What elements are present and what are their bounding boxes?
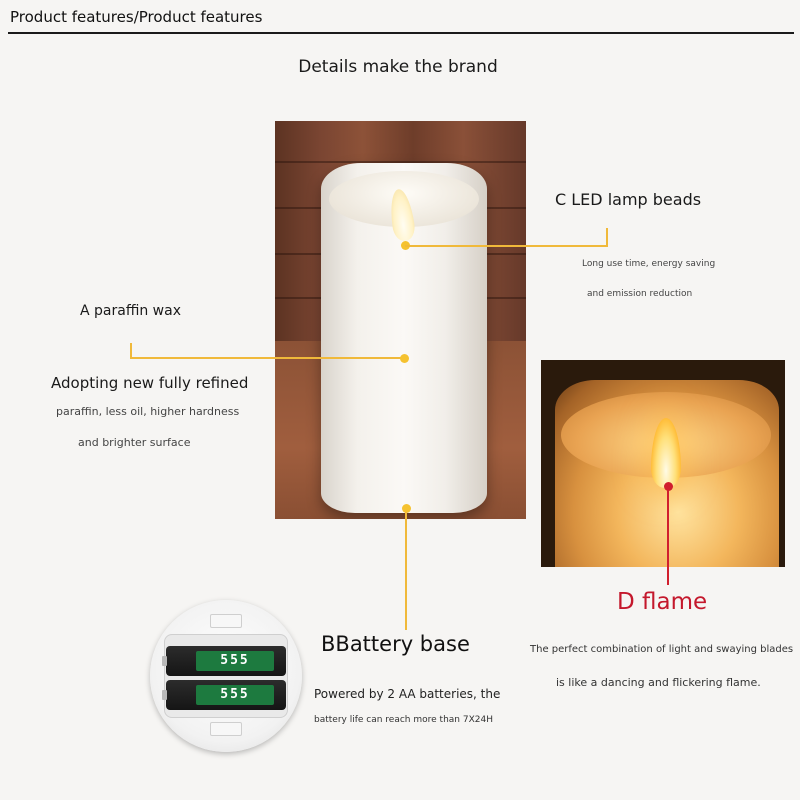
battery-base-photo [150, 600, 302, 752]
flame-photo [541, 360, 785, 567]
candle-photo [275, 121, 526, 519]
battery-icon [166, 680, 286, 710]
wax-desc-line1: paraffin, less oil, higher hardness [56, 405, 240, 418]
flame-title: D flame [617, 589, 708, 615]
wax-title: A paraffin wax [80, 303, 182, 319]
battery-title: BBattery base [321, 632, 470, 656]
led-desc-line2: and emission reduction [587, 289, 693, 299]
led-callout-line [405, 245, 608, 247]
flame-desc-line2: is like a dancing and flickering flame. [556, 676, 761, 689]
wax-subtitle: Adopting new fully refined [51, 374, 249, 392]
led-desc-line1: Long use time, energy saving [582, 259, 716, 269]
battery-label-bottom: 555 [196, 685, 274, 705]
wax-desc-line2: and brighter surface [78, 436, 191, 449]
header-title: Product features/Product features [10, 8, 263, 26]
wax-callout-line [130, 357, 405, 359]
battery-icon [166, 646, 286, 676]
battery-desc-line1: Powered by 2 AA batteries, the [314, 687, 501, 701]
led-callout-line [606, 228, 608, 247]
section-title: Details make the brand [298, 57, 498, 77]
battery-label-top: 555 [196, 651, 274, 671]
flame-desc-line1: The perfect combination of light and swaying blades [530, 644, 794, 655]
wax-callout-dot [400, 354, 409, 363]
flame-callout-line [667, 490, 669, 585]
led-title: C LED lamp beads [555, 190, 702, 209]
base-callout-line [405, 512, 407, 630]
header-divider [8, 32, 794, 34]
battery-desc-line2: battery life can reach more than 7X24H [314, 715, 493, 725]
